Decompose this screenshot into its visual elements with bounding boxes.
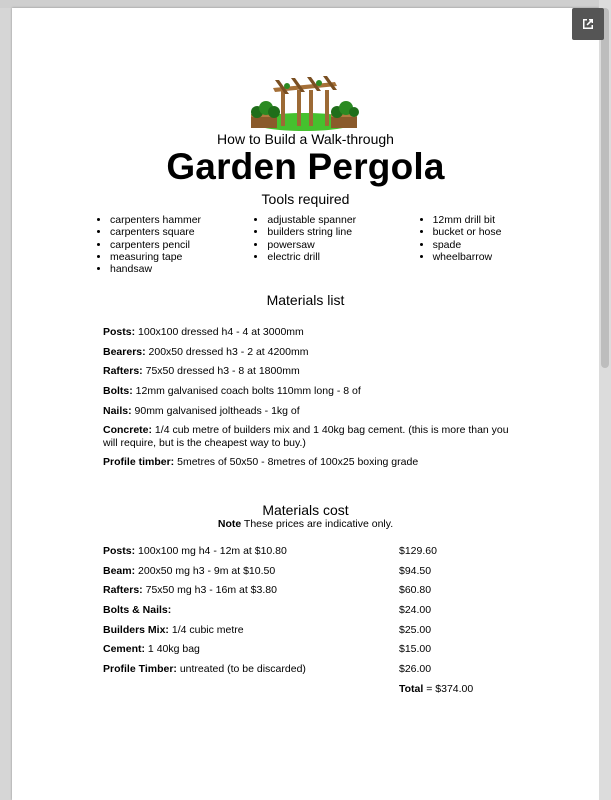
material-label: Nails:	[103, 405, 132, 417]
tool-item: • spade	[433, 239, 578, 251]
material-item	[103, 326, 523, 339]
cost-total	[399, 683, 473, 695]
material-item	[103, 346, 523, 359]
cost-label: Profile Timber:	[103, 663, 177, 675]
tool-item: • handsaw	[110, 263, 255, 275]
cost-text: 200x50 mg h3 - 9m at $10.50	[135, 565, 276, 577]
open-in-new-icon[interactable]	[572, 8, 604, 40]
cost-price: $94.50	[399, 565, 432, 577]
material-text: 5metres of 50x50 - 8metres of 100x25 boxing grade	[174, 456, 419, 468]
material-item	[103, 405, 523, 418]
material-label: Concrete:	[103, 424, 153, 436]
material-text: 12mm galvanised coach bolts 110mm long - 8 of	[132, 385, 361, 397]
cost-row	[103, 584, 503, 596]
cost-label: Cement:	[103, 643, 146, 655]
cost-row	[103, 624, 503, 636]
tools-column-1	[98, 214, 255, 275]
material-label: Bearers:	[103, 346, 146, 358]
material-text: 90mm galvanised joltheads - 1kg of	[131, 405, 300, 417]
cost-label: Beam:	[103, 565, 136, 577]
material-label: Bolts:	[103, 385, 133, 397]
cost-text: 1 40kg bag	[145, 643, 200, 655]
scrollbar-track[interactable]	[599, 0, 611, 800]
material-label: Profile timber:	[103, 456, 175, 468]
note-label: Note	[217, 518, 242, 530]
material-text: 75x50 dressed h3 - 8 at 1800mm	[142, 365, 300, 377]
material-text: 200x50 dressed h3 - 2 at 4200mm	[145, 346, 309, 358]
tool-item: • adjustable spanner	[267, 214, 420, 226]
cost-heading: Materials cost	[262, 502, 349, 518]
cost-text: 1/4 cubic metre	[168, 624, 244, 636]
material-label: Rafters:	[103, 365, 143, 377]
cost-note	[0, 518, 611, 530]
tool-item: • builders string line	[267, 226, 420, 238]
material-text: 1/4 cub metre of builders mix and 1 40kg bag cement. (this is more than you will require, but is the cheapest way to buy.)	[103, 424, 509, 449]
material-label: Posts:	[103, 326, 136, 338]
tools-heading: Tools required	[261, 191, 350, 207]
note-text: These prices are indicative only.	[241, 518, 394, 530]
tool-item: • wheelbarrow	[433, 251, 578, 263]
material-item	[103, 424, 523, 449]
tool-item: • bucket or hose	[433, 226, 578, 238]
total-value: = $374.00	[423, 683, 474, 695]
tool-item: • measuring tape	[110, 251, 255, 263]
cost-price: $129.60	[399, 545, 437, 557]
cost-text: untreated (to be discarded)	[176, 663, 306, 675]
scrollbar-thumb[interactable]	[601, 8, 609, 368]
cost-price: $26.00	[399, 663, 432, 675]
cost-price: $15.00	[399, 643, 432, 655]
cost-row	[103, 643, 503, 655]
cost-row	[103, 565, 503, 577]
materials-heading: Materials list	[266, 292, 345, 308]
tools-column-2	[255, 214, 420, 275]
document-title: Garden Pergola	[166, 146, 445, 187]
cost-label: Builders Mix:	[103, 624, 169, 636]
tools-column-3	[421, 214, 578, 275]
cost-label: Rafters:	[103, 584, 143, 596]
cost-text: 75x50 mg h3 - 16m at $3.80	[142, 584, 277, 596]
material-item	[103, 365, 523, 378]
tool-item: • carpenters pencil	[110, 239, 255, 251]
cost-row	[103, 604, 503, 616]
total-label: Total	[399, 683, 424, 695]
viewer-toolbar-edge	[0, 0, 611, 8]
pergola-illustration	[249, 72, 359, 132]
cost-price: $25.00	[399, 624, 432, 636]
tool-item: • 12mm drill bit	[433, 214, 578, 226]
tool-item: • powersaw	[267, 239, 420, 251]
tool-item: • carpenters hammer	[110, 214, 255, 226]
cost-row	[103, 663, 503, 675]
cost-text: 100x100 mg h4 - 12m at $10.80	[135, 545, 287, 557]
cost-price: $60.80	[399, 584, 432, 596]
material-item	[103, 385, 523, 398]
tool-item: • electric drill	[267, 251, 420, 263]
tools-list	[98, 214, 578, 275]
cost-row	[103, 545, 503, 557]
tool-item: • carpenters square	[110, 226, 255, 238]
material-text: 100x100 dressed h4 - 4 at 3000mm	[135, 326, 304, 338]
material-item	[103, 456, 523, 469]
cost-label: Posts:	[103, 545, 136, 557]
document-subtitle: How to Build a Walk-through	[217, 131, 394, 147]
cost-label: Bolts & Nails:	[103, 604, 172, 616]
cost-price: $24.00	[399, 604, 432, 616]
